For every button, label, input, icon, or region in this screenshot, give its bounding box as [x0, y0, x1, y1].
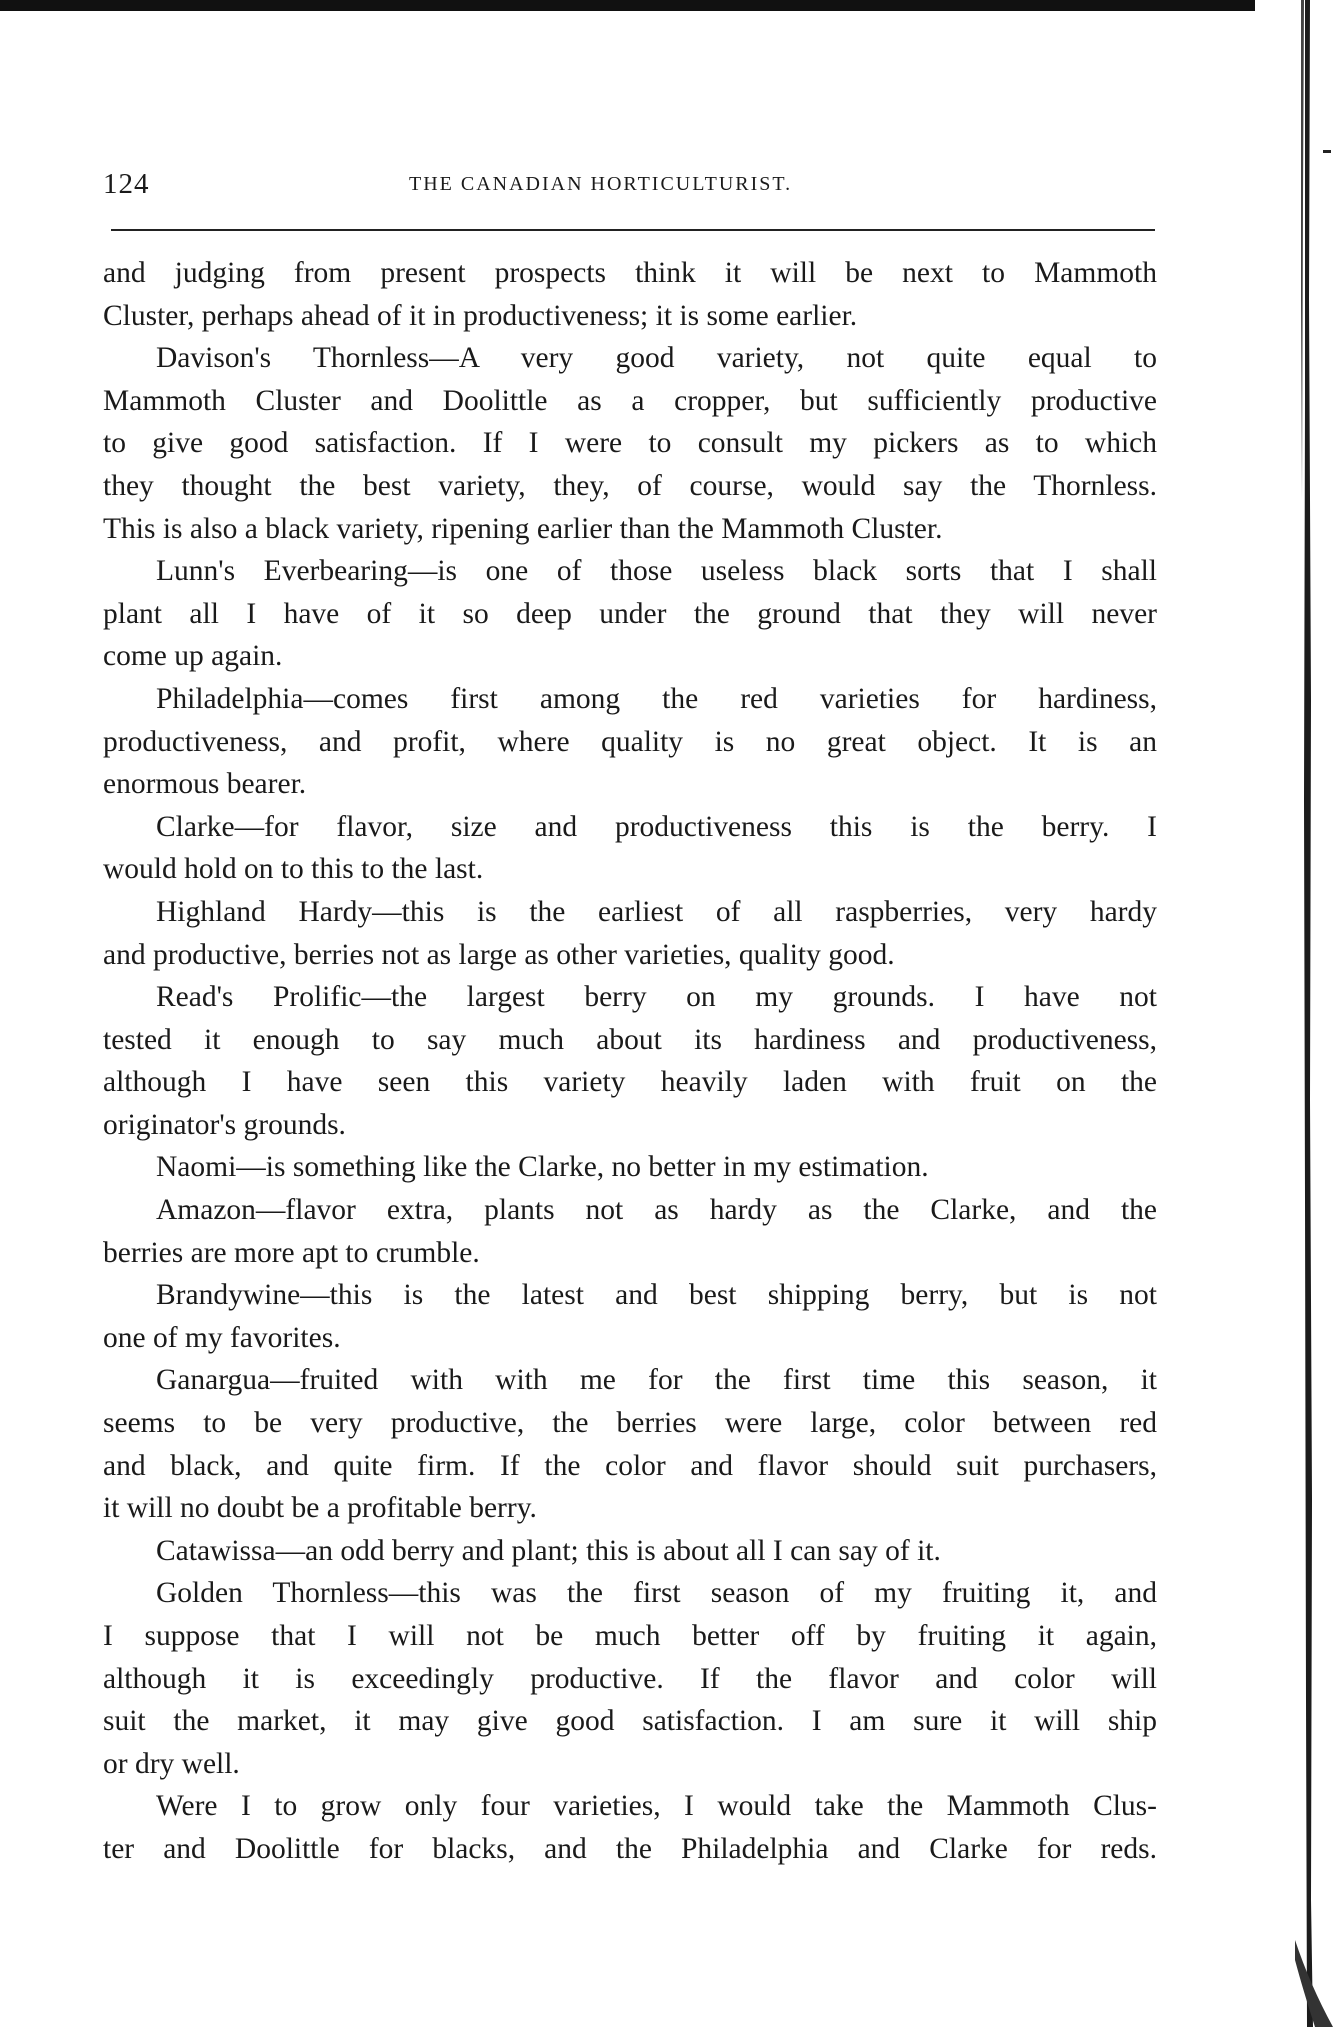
text-line: Catawissa—an odd berry and plant; this is about all I can say of it.	[156, 1534, 941, 1567]
text-line: tested it enough to say much about its hardiness and productiveness,	[103, 1023, 1157, 1056]
text-line: and judging from present prospects think it will be next to Mammoth	[103, 257, 1157, 289]
text-line: Lunn's Everbearing—is one of those useless black sorts that I shall	[156, 555, 1157, 588]
text-line: although I have seen this variety heavily laden with fruit on the	[103, 1066, 1157, 1099]
text-line: Read's Prolific—the largest berry on my grounds. I have not	[156, 981, 1157, 1014]
text-line: Mammoth Cluster and Doolittle as a cropper, but sufficiently productive	[103, 384, 1157, 417]
text-line: originator's grounds.	[103, 1108, 346, 1141]
text-line: Philadelphia—comes first among the red varieties for hardiness,	[156, 682, 1157, 715]
text-line: Highland Hardy—this is the earliest of all raspberries, very hardy	[156, 895, 1157, 928]
body-text	[103, 252, 1157, 1871]
text-line: Davison's Thornless—A very good variety, not quite equal to	[156, 342, 1157, 375]
text-line: productiveness, and profit, where quality is no great object. It is an	[103, 725, 1157, 758]
text-line: Ganargua—fruited with with me for the first time this season, it	[156, 1364, 1157, 1397]
page-number: 124	[103, 168, 150, 200]
text-line: to give good satisfaction. If I were to consult my pickers as to which	[103, 427, 1157, 460]
page-top-edge	[0, 0, 1335, 11]
page-header	[103, 168, 1155, 208]
header-rule	[111, 229, 1155, 231]
text-line: Naomi—is something like the Clarke, no better in my estimation.	[156, 1151, 929, 1184]
text-line: Were I to grow only four varieties, I would take the Mammoth Clus-	[156, 1790, 1157, 1823]
running-title: THE CANADIAN HORTICULTURIST.	[409, 173, 793, 195]
text-line: they thought the best variety, they, of course, would say the Thornless.	[103, 469, 1157, 502]
text-line: berries are more apt to crumble.	[103, 1236, 480, 1269]
text-line: although it is exceedingly productive. If the flavor and color will	[103, 1662, 1157, 1695]
text-line: one of my favorites.	[103, 1321, 341, 1354]
text-line: suit the market, it may give good satisfaction. I am sure it will ship	[103, 1705, 1157, 1738]
text-line: seems to be very productive, the berries were large, color between red	[103, 1407, 1157, 1440]
text-line: This is also a black variety, ripening earlier than the Mammoth Cluster.	[103, 512, 943, 545]
text-line: I suppose that I will not be much better off by fruiting it again,	[103, 1620, 1157, 1652]
text-line: Cluster, perhaps ahead of it in productiveness; it is some earlier.	[103, 299, 858, 332]
text-line: plant all I have of it so deep under the ground that they will never	[103, 597, 1157, 630]
text-line: would hold on to this to the last.	[103, 853, 484, 886]
text-line: Clarke—for flavor, size and productiveness this is the berry. I	[156, 810, 1157, 843]
page-binding-edge	[1255, 0, 1335, 2027]
text-line: ter and Doolittle for blacks, and the Philadelphia and Clarke for reds.	[103, 1832, 1157, 1865]
text-line: or dry well.	[103, 1747, 240, 1780]
text-line: and productive, berries not as large as other varieties, quality good.	[103, 938, 895, 971]
text-line: it will no doubt be a profitable berry.	[103, 1492, 537, 1525]
text-line: Golden Thornless—this was the first season of my fruiting it, and	[156, 1577, 1157, 1610]
text-line: Brandywine—this is the latest and best shipping berry, but is not	[156, 1279, 1157, 1312]
text-line: Amazon—flavor extra, plants not as hardy as the Clarke, and the	[156, 1194, 1157, 1227]
text-line: come up again.	[103, 640, 283, 673]
text-line: enormous bearer.	[103, 768, 307, 801]
text-line: and black, and quite firm. If the color and flavor should suit purchasers,	[103, 1449, 1157, 1482]
